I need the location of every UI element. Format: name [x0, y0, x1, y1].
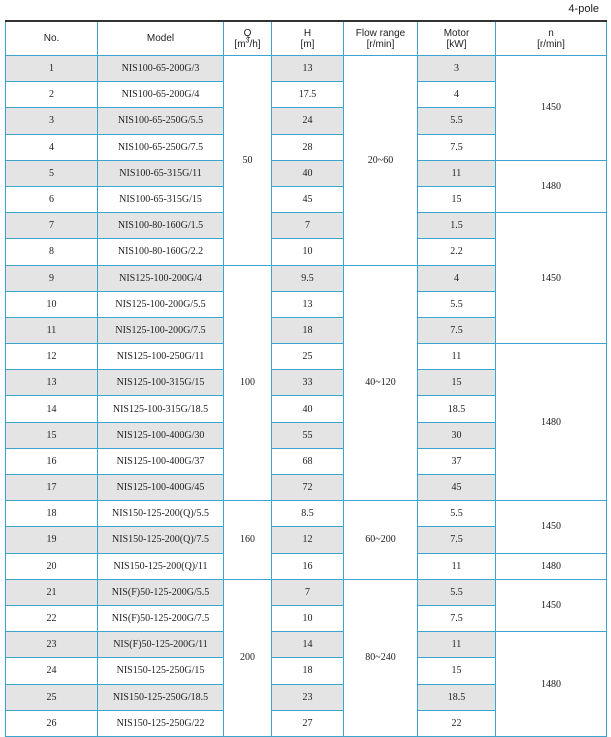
cell-h: 33	[272, 370, 344, 396]
cell-no: 15	[6, 422, 98, 448]
cell-model: NIS125-100-315G/15	[98, 370, 224, 396]
cell-model: NIS125-100-200G/5.5	[98, 291, 224, 317]
cell-model: NIS100-65-250G/7.5	[98, 134, 224, 160]
cell-h: 17.5	[272, 82, 344, 108]
cell-q: 100	[224, 265, 272, 501]
cell-model: NIS125-100-400G/37	[98, 448, 224, 474]
cell-model: NIS125-100-200G/4	[98, 265, 224, 291]
cell-motor: 18.5	[418, 396, 496, 422]
cell-model: NIS100-65-315G/11	[98, 160, 224, 186]
cell-no: 25	[6, 684, 98, 710]
cell-model: NIS100-65-250G/5.5	[98, 108, 224, 134]
header-motor: Motor [kW]	[418, 21, 496, 56]
cell-model: NIS100-65-200G/4	[98, 82, 224, 108]
cell-motor: 45	[418, 475, 496, 501]
cell-motor: 3	[418, 56, 496, 82]
header-model: Model	[98, 21, 224, 56]
cell-model: NIS125-100-400G/45	[98, 475, 224, 501]
cell-motor: 7.5	[418, 134, 496, 160]
cell-no: 12	[6, 344, 98, 370]
cell-motor: 15	[418, 186, 496, 212]
cell-h: 40	[272, 160, 344, 186]
cell-flow-range: 60~200	[344, 501, 418, 580]
cell-no: 9	[6, 265, 98, 291]
cell-n: 1480	[496, 160, 607, 212]
table-row	[6, 56, 607, 82]
header-no: No.	[6, 21, 98, 56]
cell-flow-range: 20~60	[344, 56, 418, 266]
cell-h: 10	[272, 605, 344, 631]
cell-motor: 7.5	[418, 605, 496, 631]
cell-model: NIS125-100-400G/30	[98, 422, 224, 448]
cell-h: 40	[272, 396, 344, 422]
cell-motor: 7.5	[418, 317, 496, 343]
cell-motor: 5.5	[418, 579, 496, 605]
cell-h: 28	[272, 134, 344, 160]
cell-no: 7	[6, 213, 98, 239]
header-flow-range: Flow range [r/min]	[344, 21, 418, 56]
cell-h: 10	[272, 239, 344, 265]
cell-no: 26	[6, 710, 98, 736]
cell-h: 23	[272, 684, 344, 710]
cell-no: 10	[6, 291, 98, 317]
cell-motor: 15	[418, 658, 496, 684]
cell-no: 23	[6, 632, 98, 658]
table-row	[6, 553, 607, 579]
table-header-row	[6, 21, 607, 56]
table-row	[6, 501, 607, 527]
header-h: H [m]	[272, 21, 344, 56]
cell-n: 1450	[496, 579, 607, 631]
table-row	[6, 344, 607, 370]
cell-model: NIS(F)50-125-200G/11	[98, 632, 224, 658]
cell-q: 200	[224, 579, 272, 736]
cell-model: NIS100-80-160G/2.2	[98, 239, 224, 265]
cell-h: 27	[272, 710, 344, 736]
cell-motor: 11	[418, 632, 496, 658]
cell-h: 18	[272, 658, 344, 684]
table-row	[6, 579, 607, 605]
cell-motor: 4	[418, 82, 496, 108]
cell-h: 13	[272, 56, 344, 82]
cell-no: 4	[6, 134, 98, 160]
cell-no: 17	[6, 475, 98, 501]
cell-model: NIS(F)50-125-200G/7.5	[98, 605, 224, 631]
cell-h: 13	[272, 291, 344, 317]
cell-model: NIS100-65-315G/15	[98, 186, 224, 212]
cell-n: 1480	[496, 632, 607, 737]
cell-flow-range: 40~120	[344, 265, 418, 501]
cell-h: 9.5	[272, 265, 344, 291]
cell-h: 45	[272, 186, 344, 212]
cell-model: NIS125-100-250G/11	[98, 344, 224, 370]
cell-h: 14	[272, 632, 344, 658]
cell-model: NIS100-65-200G/3	[98, 56, 224, 82]
cell-h: 55	[272, 422, 344, 448]
cell-no: 18	[6, 501, 98, 527]
cell-motor: 18.5	[418, 684, 496, 710]
cell-h: 24	[272, 108, 344, 134]
cell-motor: 1.5	[418, 213, 496, 239]
cell-model: NIS125-100-200G/7.5	[98, 317, 224, 343]
cell-no: 16	[6, 448, 98, 474]
cell-motor: 4	[418, 265, 496, 291]
cell-no: 3	[6, 108, 98, 134]
cell-motor: 37	[418, 448, 496, 474]
cell-h: 72	[272, 475, 344, 501]
pump-spec-table	[5, 20, 607, 737]
header-q: Q $[m^3/h]$	[224, 21, 272, 56]
cell-motor: 30	[418, 422, 496, 448]
cell-h: 7	[272, 213, 344, 239]
cell-no: 22	[6, 605, 98, 631]
cell-h: 25	[272, 344, 344, 370]
cell-n: 1450	[496, 56, 607, 161]
cell-model: NIS125-100-315G/18.5	[98, 396, 224, 422]
table-row	[6, 160, 607, 186]
cell-motor: 5.5	[418, 501, 496, 527]
cell-n: 1450	[496, 501, 607, 553]
cell-n: 1480	[496, 344, 607, 501]
cell-model: NIS(F)50-125-200G/5.5	[98, 579, 224, 605]
cell-model: NIS150-125-250G/22	[98, 710, 224, 736]
cell-q: 160	[224, 501, 272, 580]
cell-model: NIS150-125-200(Q)/11	[98, 553, 224, 579]
cell-h: 16	[272, 553, 344, 579]
cell-no: 19	[6, 527, 98, 553]
cell-no: 20	[6, 553, 98, 579]
pole-label: 4-pole	[568, 3, 599, 15]
cell-motor: 5.5	[418, 108, 496, 134]
cell-no: 24	[6, 658, 98, 684]
cell-motor: 2.2	[418, 239, 496, 265]
cell-h: 68	[272, 448, 344, 474]
cell-h: 7	[272, 579, 344, 605]
cell-no: 8	[6, 239, 98, 265]
cell-model: NIS150-125-250G/15	[98, 658, 224, 684]
cell-n: 1480	[496, 553, 607, 579]
cell-no: 13	[6, 370, 98, 396]
cell-motor: 11	[418, 160, 496, 186]
cell-model: NIS100-80-160G/1.5	[98, 213, 224, 239]
cell-no: 1	[6, 56, 98, 82]
cell-h: 12	[272, 527, 344, 553]
cell-n: 1450	[496, 213, 607, 344]
cell-flow-range: 80~240	[344, 579, 418, 736]
cell-h: 18	[272, 317, 344, 343]
cell-q: 50	[224, 56, 272, 266]
cell-motor: 11	[418, 553, 496, 579]
cell-no: 11	[6, 317, 98, 343]
cell-h: 8.5	[272, 501, 344, 527]
cell-motor: 11	[418, 344, 496, 370]
cell-no: 6	[6, 186, 98, 212]
cell-no: 14	[6, 396, 98, 422]
cell-motor: 7.5	[418, 527, 496, 553]
cell-model: NIS150-125-200(Q)/5.5	[98, 501, 224, 527]
cell-motor: 5.5	[418, 291, 496, 317]
cell-motor: 15	[418, 370, 496, 396]
cell-no: 5	[6, 160, 98, 186]
table-row	[6, 632, 607, 658]
cell-model: NIS150-125-250G/18.5	[98, 684, 224, 710]
cell-motor: 22	[418, 710, 496, 736]
cell-model: NIS150-125-200(Q)/7.5	[98, 527, 224, 553]
header-n: n [r/min]	[496, 21, 607, 56]
cell-no: 21	[6, 579, 98, 605]
table-row	[6, 213, 607, 239]
cell-no: 2	[6, 82, 98, 108]
